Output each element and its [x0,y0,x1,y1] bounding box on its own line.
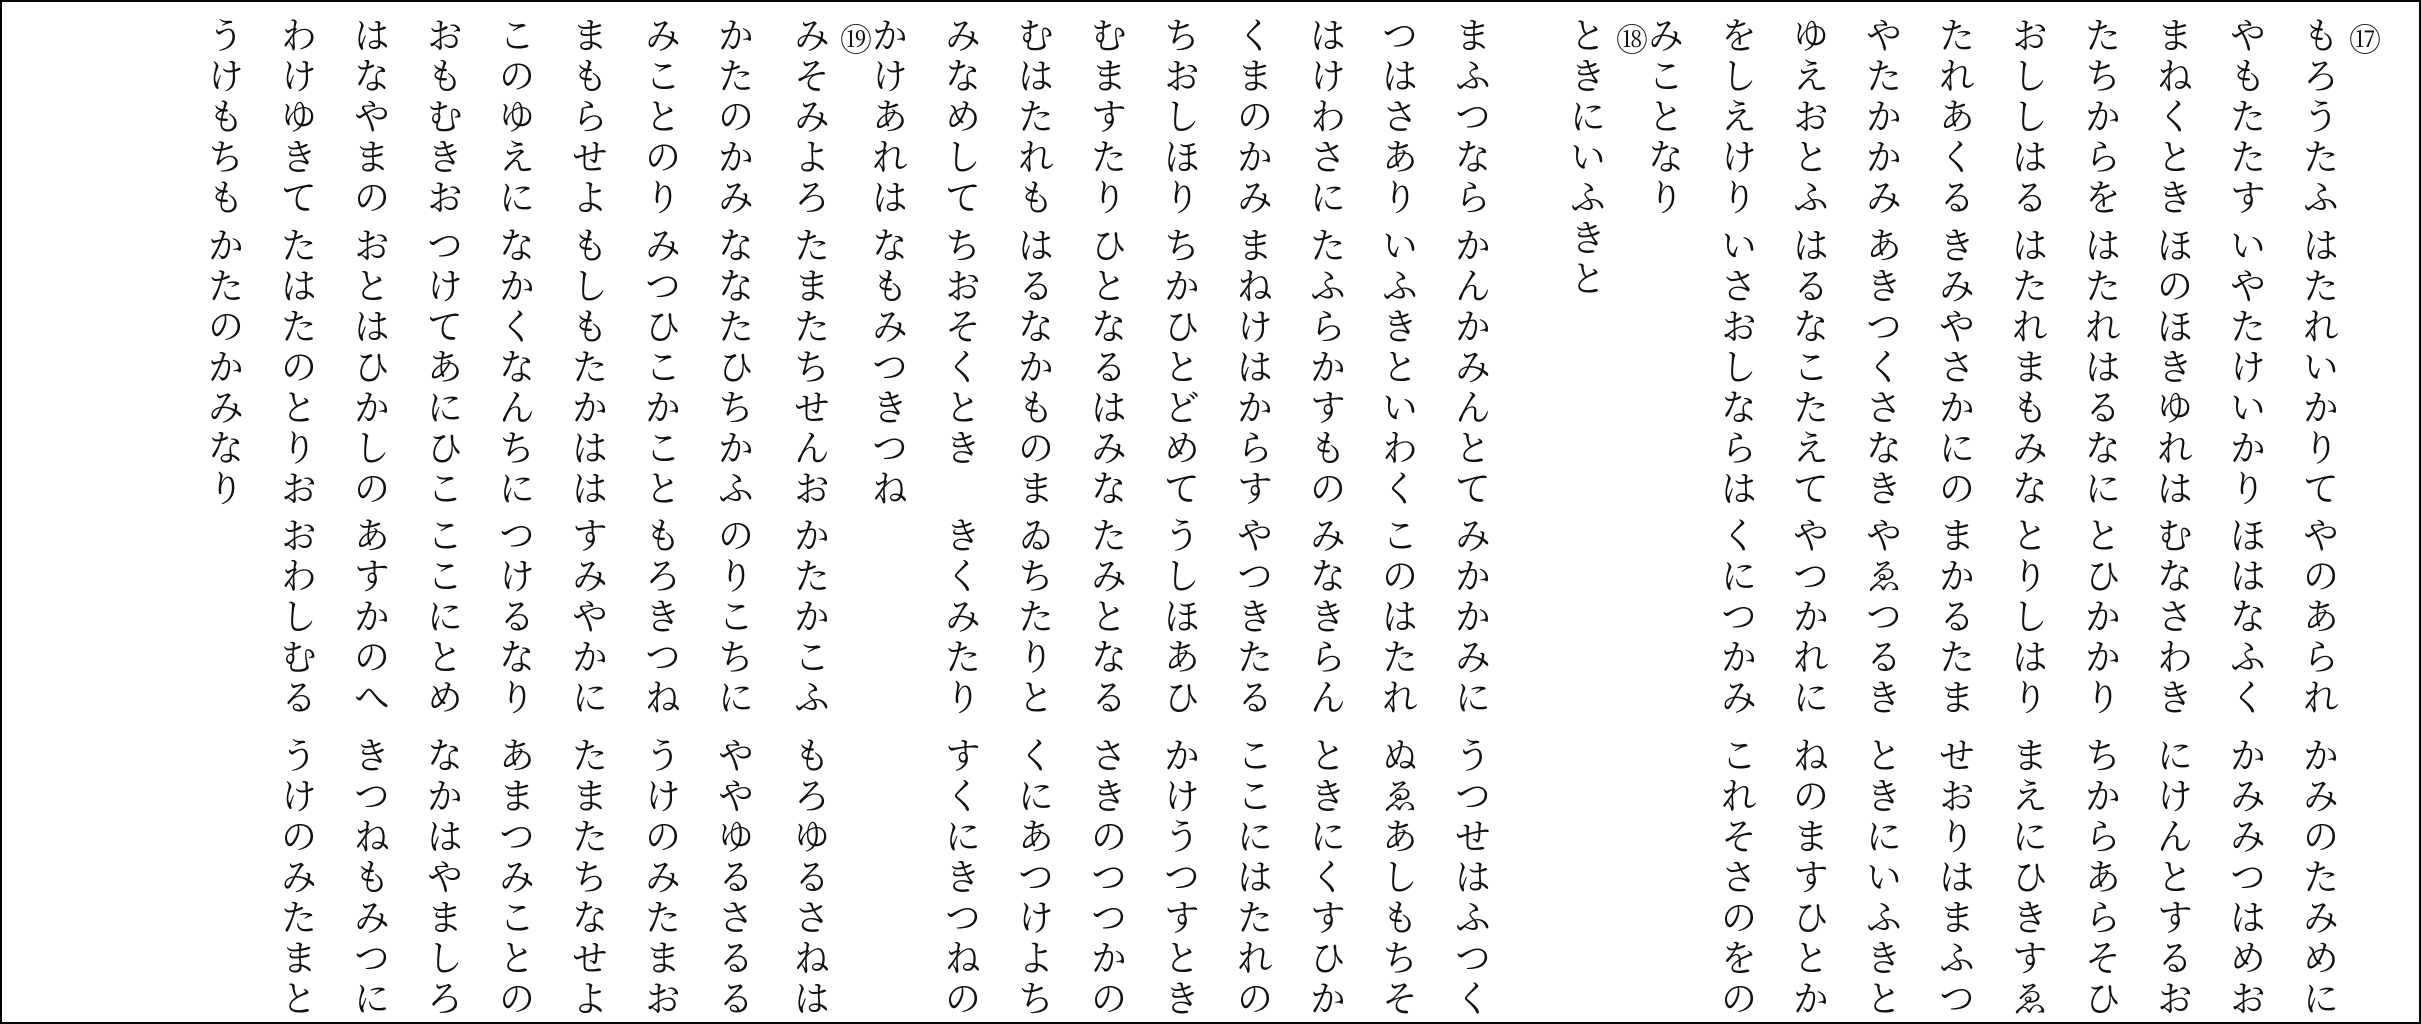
text-column [1075,16,1135,1020]
verse-phrase: むますたり [1084,16,1127,219]
text-column [1148,16,1208,1020]
verse-phrase: はたれいかりて [2296,226,2339,510]
text-column [778,16,873,1020]
verse-phrase: せおりはまふつ [1932,736,1975,1020]
verse-phrase: はなやまの [347,16,390,219]
verse-phrase: おもむきお [420,16,463,219]
text-column [1221,16,1281,1020]
verse-phrase: はるなこたえて [1786,226,1829,510]
verse-phrase: かけあれは [865,16,908,219]
verse-phrase: はたれはるなに [2078,226,2121,510]
verse-phrase: たみとなる [1084,516,1127,719]
verse-phrase: うしほあひ [1157,516,1200,719]
verse-phrase: まえにひきすゑ [2005,736,2048,1020]
verse-phrase: うけもちも [201,16,244,219]
verse-number: ⑰ [2349,21,2382,59]
verse-phrase: おししはる [2005,16,2048,219]
verse-phrase: なかくなんちに [492,226,535,510]
verse-phrase: もろきつね [638,516,681,719]
verse-phrase: かたかこふ [787,516,830,719]
verse-phrase: みかかみに [1448,516,1491,719]
verse-phrase: なもみつきつね [865,226,908,510]
verse-number: ⑲ [840,21,873,59]
verse-phrase: とひかかり [2078,516,2121,719]
verse-phrase: いふきといわく [1375,226,1418,510]
verse-phrase: をしえけり [1714,16,1757,219]
verse-phrase: たれあくる [1932,16,1975,219]
text-column [1996,16,2056,1020]
text-column [483,16,543,1020]
verse-phrase: まねくとき [2150,16,2193,219]
verse-phrase: たちからを [2078,16,2121,219]
verse-phrase: かみみつはめお [2223,736,2266,1020]
verse-phrase: くまのかみ [1230,16,1273,219]
text-column [2214,16,2274,1020]
text-column [702,16,762,1020]
verse-phrase: はたれまもみな [2005,226,2048,510]
verse-phrase: ななたひちかふ [711,226,754,510]
verse-phrase: かんかみんとて [1448,226,1491,510]
verse-phrase: やゑつるき [1859,516,1902,719]
text-column [1554,16,1649,1016]
verse-phrase: きくみたり [938,516,981,719]
verse-phrase: すみやかに [565,516,608,719]
verse-phrase: きみやさかにの [1932,226,1975,510]
verse-phrase: このはたれ [1375,516,1418,719]
verse-phrase: うけのみたまお [638,736,681,1020]
verse-phrase: ひとなるはみな [1084,226,1127,510]
verse-phrase: はけわさに [1303,16,1346,219]
verse-phrase: まふつなら [1448,16,1491,219]
verse-phrase: くにつかみ [1714,516,1757,719]
verse-phrase: わけゆきて [274,16,317,219]
text-column [556,16,616,1020]
verse-number: ⑱ [1616,21,1649,59]
verse-phrase: かたのかみ [711,16,754,219]
verse-phrase: ほはなふく [2223,516,2266,719]
verse-phrase: はるなかものま [1011,226,1054,510]
verse-phrase: まねけはからす [1230,226,1273,510]
text-column [338,16,398,1020]
verse-phrase: つけてあにひこ [420,226,463,510]
text-column [1439,16,1499,1020]
verse-phrase: たまたちせんお [787,226,830,510]
verse-phrase: まかるたま [1932,516,1975,719]
verse-phrase: ぬゑあしもちそ [1375,736,1418,1020]
verse-phrase: ときにくすひか [1303,736,1346,1020]
verse-phrase: すくにきつねの [938,736,981,1020]
verse-phrase: たはたのとりお [274,226,317,510]
verse-phrase: やつかれに [1786,516,1829,719]
verse-phrase: みなめして [938,16,981,219]
verse-phrase: あきつくさなき [1859,226,1902,510]
text-column [1850,16,1910,1020]
verse-phrase: かみのたみめに [2296,736,2339,1020]
verse-phrase: きつねもみつに [347,736,390,1020]
verse-phrase: これそさのをの [1714,736,1757,1020]
verse-phrase: やもたたす [2223,16,2266,219]
verse-phrase: ゆえおとふ [1786,16,1829,219]
verse-phrase: つけるなり [492,516,535,719]
verse-phrase: ゐちたりと [1011,516,1054,719]
verse-phrase: ときにいふきと [1563,16,1606,300]
verse-phrase: もろゆるさねは [787,736,830,1020]
verse-phrase: ちかひとどめて [1157,226,1200,510]
verse-phrase: ときにいふきと [1859,736,1902,1020]
verse-phrase: むなさわき [2150,516,2193,719]
verse-phrase: いやたけいかり [2223,226,2266,510]
verse-phrase: なかはやましろ [420,736,463,1020]
text-column [1923,16,1983,1020]
verse-phrase: ちおしほり [1157,16,1200,219]
text-column [1777,16,1837,1020]
text-column [2287,16,2382,1020]
text-column [1632,16,1692,1016]
verse-phrase: とりしはり [2005,516,2048,719]
text-column [929,16,989,1020]
verse-phrase: ほのほきゆれは [2150,226,2193,510]
text-column [1705,16,1765,1020]
text-column [629,16,689,1020]
verse-phrase: おわしむる [274,516,317,719]
verse-phrase: やのあられ [2296,516,2339,719]
verse-phrase: このゆえに [492,16,535,219]
verse-phrase: ちおそくとき [938,226,981,469]
verse-phrase: かけうつすとき [1157,736,1200,1020]
verse-phrase: かたのかみなり [201,226,244,510]
verse-phrase: もしもたかはは [565,226,608,510]
text-column [192,16,252,1016]
text-column [1294,16,1354,1020]
verse-phrase: つはさあり [1375,16,1418,219]
verse-phrase: みつひこかこと [638,226,681,510]
text-column [1366,16,1426,1020]
text-column [856,16,916,1016]
text-column [2069,16,2129,1020]
verse-phrase: のりこちに [711,516,754,719]
verse-phrase: たまたちなせよ [565,736,608,1020]
verse-phrase: ここにはたれの [1230,736,1273,1020]
verse-phrase: みそみよろ [787,16,830,219]
verse-phrase: さきのつつかの [1084,736,1127,1020]
verse-phrase: ここにとめ [420,516,463,719]
verse-phrase: ややゆるさるる [711,736,754,1020]
verse-phrase: ちからあらそひ [2078,736,2121,1020]
verse-phrase: やたかかみ [1859,16,1902,219]
text-column [265,16,325,1020]
verse-phrase: みことなり [1641,16,1684,219]
verse-phrase: たふらかすもの [1303,226,1346,510]
verse-phrase: やつきたる [1230,516,1273,719]
verse-phrase: おとはひかしの [347,226,390,510]
verse-phrase: いさおしならは [1714,226,1757,510]
verse-phrase: にけんとするお [2150,736,2193,1020]
verse-phrase: うつせはふつく [1448,736,1491,1020]
verse-phrase: あすかのへ [347,516,390,719]
verse-phrase: ねのますひとか [1786,736,1829,1020]
verse-phrase: うけのみたまと [274,736,317,1020]
verse-phrase: みなきらん [1303,516,1346,719]
text-column [1002,16,1062,1020]
text-column [2141,16,2201,1020]
verse-phrase: まもらせよ [565,16,608,219]
verse-phrase: むはたれも [1011,16,1054,219]
verse-phrase: もろうたふ [2296,16,2339,219]
verse-phrase: みことのり [638,16,681,219]
verse-phrase: あまつみことの [492,736,535,1020]
verse-phrase: くにあつけよち [1011,736,1054,1020]
text-column [411,16,471,1020]
